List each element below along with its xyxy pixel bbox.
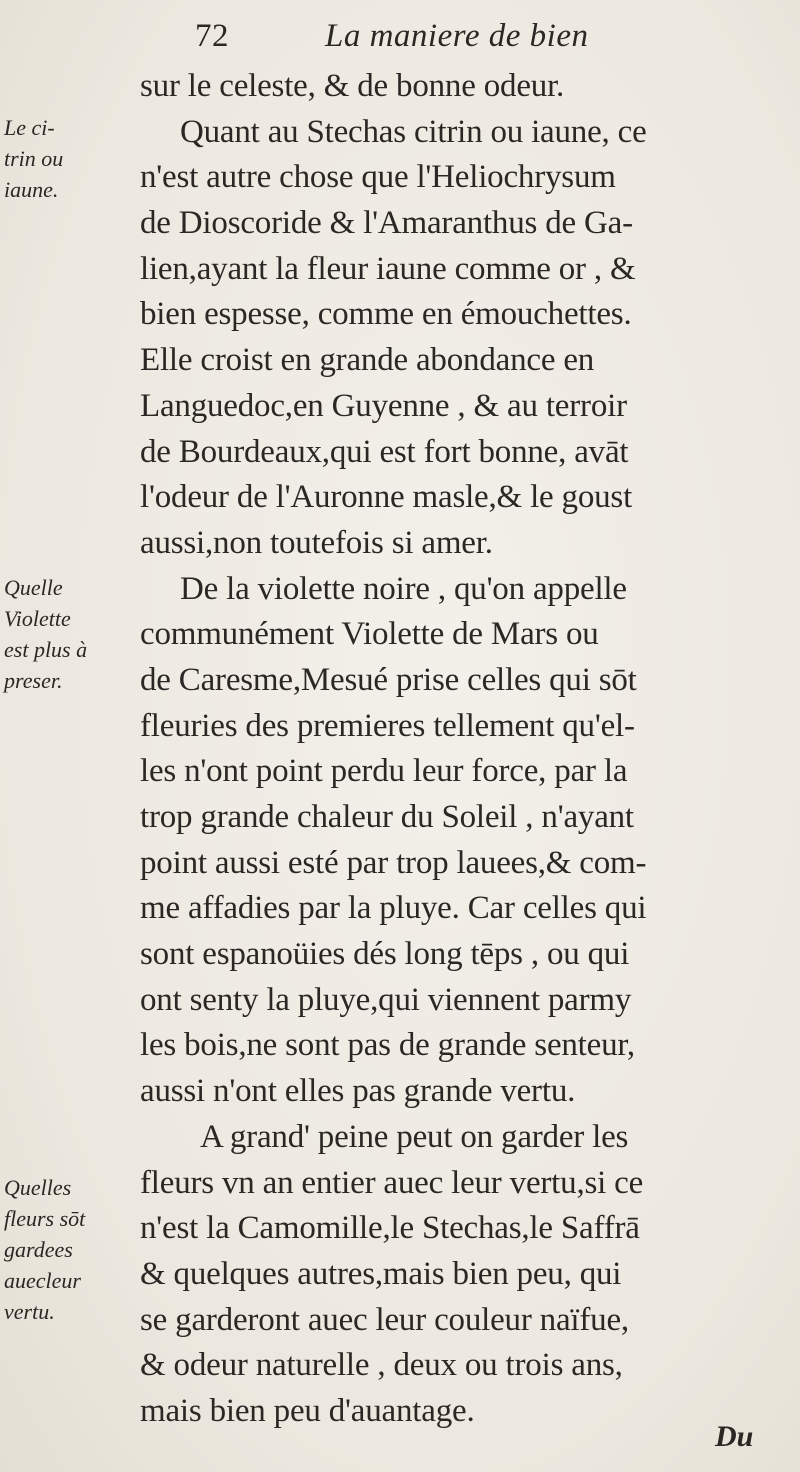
catchword: Du [715, 1420, 754, 1453]
text-line: me affadies par la pluye. Car celles qui [140, 890, 647, 927]
margin-line: fleurs sōt [4, 1206, 86, 1231]
text-line: sont espanoüies dés long tēps , ou qui [140, 936, 630, 973]
margin-line: Quelle [4, 575, 63, 600]
text-line: lien,ayant la fleur iaune comme or , & [140, 250, 636, 287]
text-line: fleuries des premieres tellement qu'el- [140, 707, 635, 744]
text-line: aussi,non toutefois si amer. [140, 524, 493, 561]
text-line: les n'ont point perdu leur force, par la [140, 753, 628, 790]
margin-line: auecleur [4, 1268, 81, 1293]
text-line: aussi n'ont elles pas grande vertu. [140, 1073, 576, 1110]
text-line: n'est la Camomille,le Stechas,le Saffrā [140, 1210, 640, 1247]
text-line: ont senty la pluye,qui viennent parmy [140, 981, 632, 1018]
text-line: De la violette noire , qu'on appelle [180, 570, 627, 607]
text-line: mais bien peu d'auantage. [140, 1392, 475, 1429]
text-line: & quelques autres,mais bien peu, qui [140, 1255, 622, 1292]
text-line: sur le celeste, & de bonne odeur. [140, 68, 565, 104]
text-line: Elle croist en grande abondance en [140, 342, 595, 379]
text-line: communément Violette de Mars ou [140, 616, 599, 653]
margin-line: iaune. [4, 177, 59, 202]
margin-line: Violette [4, 606, 71, 631]
margin-line: vertu. [4, 1299, 55, 1324]
text-line: de Bourdeaux,qui est fort bonne, avāt [140, 433, 629, 470]
page-header [195, 18, 715, 62]
text-line: les bois,ne sont pas de grande senteur, [140, 1027, 635, 1064]
text-line: se garderont auec leur couleur naïfue, [140, 1301, 629, 1338]
margin-note-violette [4, 572, 132, 696]
text-line: & odeur naturelle , deux ou trois ans, [140, 1347, 623, 1384]
text-line: fleurs vn an entier auec leur vertu,si ce [140, 1164, 644, 1201]
text-line: de Dioscoride & l'Amaranthus de Ga- [140, 205, 633, 242]
margin-note-citrin [4, 112, 132, 205]
margin-line: Quelles [4, 1175, 72, 1200]
text-line: de Caresme,Mesué prise celles qui sōt [140, 661, 637, 698]
body-text [140, 64, 790, 1435]
text-line: bien espesse, comme en émouchettes. [140, 296, 632, 333]
margin-line: trin ou [4, 146, 64, 171]
margin-line: Le ci- [4, 115, 55, 140]
text-line: Quant au Stechas citrin ou iaune, ce [180, 113, 647, 150]
page-number: 72 [195, 18, 229, 54]
margin-line: preser. [4, 668, 63, 693]
margin-line: est plus à [4, 637, 88, 662]
text-line: n'est autre chose que l'Heliochrysum [140, 159, 616, 196]
margin-line: gardees [4, 1237, 73, 1262]
text-line: point aussi esté par trop lauees,& com- [140, 844, 647, 881]
text-line: l'odeur de l'Auronne masle,& le goust [140, 479, 633, 516]
running-title: La maniere de bien [325, 18, 589, 54]
text-line: trop grande chaleur du Soleil , n'ayant [140, 799, 634, 835]
text-line: A grand' peine peut on garder les [200, 1118, 629, 1155]
text-line: Languedoc,en Guyenne , & au terroir [140, 387, 627, 424]
margin-note-fleurs [4, 1172, 132, 1327]
